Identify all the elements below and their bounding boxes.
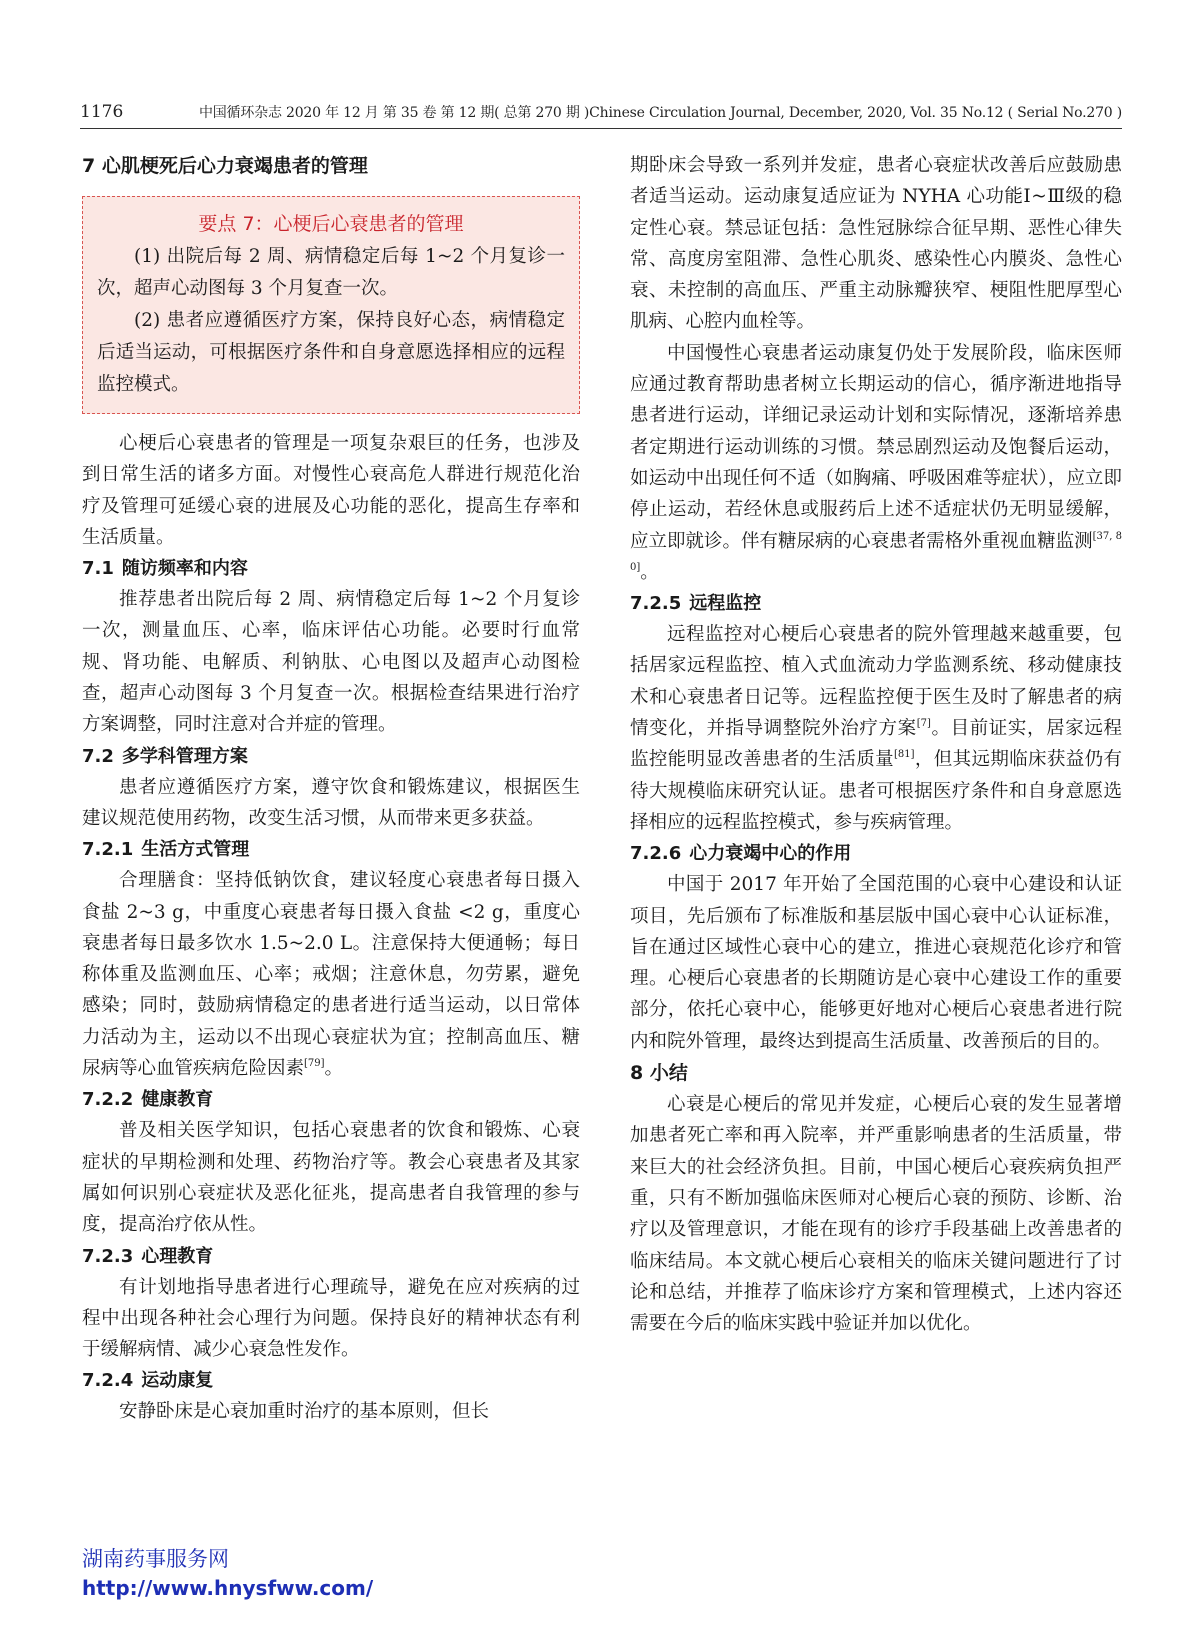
subsection-7-2-3-heading [82, 1241, 580, 1272]
subsection-7-2-5-heading [630, 588, 1122, 619]
subsection-7-2-1-heading [82, 834, 580, 865]
subsection-title: 运动康复 [141, 1370, 214, 1392]
left-column [82, 150, 580, 1428]
subsection-number: 7.2.6 [630, 843, 682, 865]
subsection-7-2-4-heading [82, 1365, 580, 1396]
paragraph-summary: 心衰是心梗后的常见并发症，心梗后心衰的发生显著增加患者死亡率和再入院率，并严重影响患者的生活质量，带来巨大的社会经济负担。目前，中国心梗后心衰疾病负担严重，只有不断加强临床医师对心梗后心衰的预防、诊断、治疗以及管理意识，才能在现有的诊疗手段基础上改善患者的临床结局。本文就心梗后心衰相关的临床关键问题进行了讨论和总结，并推荐了临床诊疗方案和管理模式，上述内容还需要在今后的临床实践中验证并加以优化。 [630, 1094, 1122, 1335]
subsection-title: 远程监控 [689, 593, 762, 615]
paragraph-text: 合理膳食：坚持低钠饮食，建议轻度心衰患者每日摄入食盐 2~3 g，中重度心衰患者每日摄入食盐 <2 g，重度心衰患者每日最多饮水 1.5~2.0 L。注意保持大便通畅；每日称体重及监测血压、心率；戒烟；注意休息，勿劳累，避免感染；同时，鼓励病情稳定的患者进行适当运动，以日常体力活动为主，运动以不出现心衰症状为宜；控制高血压、糖尿病等心血管疾病危险因素 [82, 870, 580, 1080]
subsection-number: 7.2.4 [82, 1370, 134, 1392]
paragraph-7-2-6: 中国于 2017 年开始了全国范围的心衰中心建设和认证项目，先后颁布了标准版和基层版中国心衰中心认证标准，旨在通过区域性心衰中心的建立，推进心衰规范化诊疗和管理。心梗后心衰患者的长期随访是心衰中心建设工作的重要部分，依托心衰中心，能够更好地对心梗后心衰患者进行院内和院外管理，最终达到提高生活质量、改善预后的目的。 [630, 874, 1122, 1052]
key-point-1: (1) 出院后每 2 周、病情稳定后每 1~2 个月复诊一次，超声心动图每 3 个月复查一次。 [97, 246, 565, 299]
section-8-heading: 8 小结 [630, 1062, 688, 1085]
citation-ref: [81] [894, 749, 915, 761]
subsection-title: 生活方式管理 [141, 839, 250, 861]
right-column [630, 150, 1122, 1339]
section-7-heading: 7 心肌梗死后心力衰竭患者的管理 [82, 155, 368, 177]
watermark [82, 1544, 373, 1602]
paragraph-text: 远程监控对心梗后心衰患者的院外管理越来越重要，包括居家远程监控、植入式血流动力学监测系统、移动健康技术和心衰患者日记等。远程监控便于医生及时了解患者的病情变化，并指导调整院外治疗方案 [630, 624, 1122, 740]
running-header [80, 98, 1122, 129]
subsection-title: 随访频率和内容 [121, 558, 248, 580]
paragraph-7-2: 患者应遵循医疗方案，遵守饮食和锻炼建议，根据医生建议规范使用药物，改变生活习惯，从而带来更多获益。 [82, 776, 580, 829]
paragraph-text: 。目前证实，居家远程监控能明显改善患者的生活质量 [630, 718, 1122, 771]
subsection-7-2-6-heading [630, 838, 1122, 869]
paragraph-end: 。 [324, 1058, 344, 1080]
citation-ref: [79] [304, 1058, 325, 1070]
paragraph-7-2-2: 普及相关医学知识，包括心衰患者的饮食和锻炼、心衰症状的早期检测和处理、药物治疗等。教会心衰患者及其家属如何识别心衰症状及恶化征兆，提高患者自我管理的参与度，提高治疗依从性。 [82, 1120, 580, 1236]
subsection-title: 心力衰竭中心的作用 [689, 843, 852, 865]
citation-ref: [37, 80] [630, 530, 1122, 573]
subsection-number: 7.2.3 [82, 1245, 134, 1267]
paragraph-7-2-4-continued: 期卧床会导致一系列并发症，患者心衰症状改善后应鼓励患者适当运动。运动康复适应证为 NYHA 心功能Ⅰ~Ⅲ级的稳定性心衰。禁忌证包括：急性冠脉综合征早期、恶性心律失常、高度房室阻滞、急性心肌炎、感染性心内膜炎、急性心衰、未控制的高血压、严重主动脉瓣狭窄、梗阻性肥厚型心肌病、心腔内血栓等。 [630, 155, 1122, 333]
paragraph-7-2-3: 有计划地指导患者进行心理疏导，避免在应对疾病的过程中出现各种社会心理行为问题。保持良好的精神状态有利于缓解病情、减少心衰急性发作。 [82, 1276, 580, 1361]
subsection-title: 健康教育 [141, 1089, 214, 1111]
citation-ref: [7] [916, 718, 931, 730]
intro-paragraph: 心梗后心衰患者的管理是一项复杂艰巨的任务，也涉及到日常生活的诸多方面。对慢性心衰高危人群进行规范化治疗及管理可延缓心衰的进展及心功能的恶化，提高生存率和生活质量。 [82, 433, 580, 548]
subsection-7-2-heading [82, 741, 580, 772]
subsection-7-1-heading [82, 553, 580, 584]
watermark-site-name: 湖南药事服务网 [82, 1547, 229, 1571]
paragraph-7-2-5 [630, 619, 1122, 838]
paragraph-rehab-china [630, 338, 1122, 588]
subsection-number: 7.2.1 [82, 839, 134, 861]
subsection-number: 7.2.5 [630, 593, 682, 615]
subsection-title: 多学科管理方案 [121, 745, 248, 767]
subsection-7-2-2-heading [82, 1084, 580, 1115]
key-points-box [82, 196, 580, 414]
subsection-number: 7.1 [82, 558, 114, 580]
paragraph-7-1: 推荐患者出院后每 2 周、病情稳定后每 1~2 个月复诊一次，测量血压、心率，临床评估心功能。必要时行血常规、肾功能、电解质、利钠肽、心电图以及超声心动图检查，超声心动图每 3 个月复查一次。根据检查结果进行治疗方案调整，同时注意对合并症的管理。 [82, 589, 580, 736]
subsection-title: 心理教育 [141, 1245, 214, 1267]
journal-citation-line: 中国循环杂志 2020 年 12 月 第 35 卷 第 12 期( 总第 270 期 )Chinese Circulation Journal, December, 2020, Vol. 35 No.12 ( Serial No.270 ) [198, 105, 1122, 121]
page-number: 1176 [80, 102, 124, 122]
paragraph-end: 。 [640, 561, 659, 583]
subsection-number: 7.2.2 [82, 1089, 134, 1111]
key-points-title: 要点 7：心梗后心衰患者的管理 [198, 213, 464, 235]
paragraph-7-2-1 [82, 865, 580, 1084]
watermark-url-link[interactable]: http://www.hnysfww.com/ [82, 1576, 374, 1600]
paragraph-text: 中国慢性心衰患者运动康复仍处于发展阶段，临床医师应通过教育帮助患者树立长期运动的信心，循序渐进地指导患者进行运动，详细记录运动计划和实际情况，逐渐培养患者定期进行运动训练的习惯。禁忌剧烈运动及饱餐后运动，如运动中出现任何不适（如胸痛、呼吸困难等症状），应立即停止运动，若经休息或服药后上述不适症状仍无明显缓解，应立即就诊。伴有糖尿病的心衰患者需格外重视血糖监测 [630, 342, 1122, 552]
paragraph-text: ，但其远期临床获益仍有待大规模临床研究认证。患者可根据医疗条件和自身意愿选择相应的远程监控模式，参与疾病管理。 [630, 749, 1122, 833]
paragraph-7-2-4: 安静卧床是心衰加重时治疗的基本原则，但长 [119, 1401, 490, 1423]
key-point-2: (2) 患者应遵循医疗方案，保持良好心态，病情稳定后适当运动，可根据医疗条件和自身意愿选择相应的远程监控模式。 [97, 310, 565, 395]
subsection-number: 7.2 [82, 745, 114, 767]
